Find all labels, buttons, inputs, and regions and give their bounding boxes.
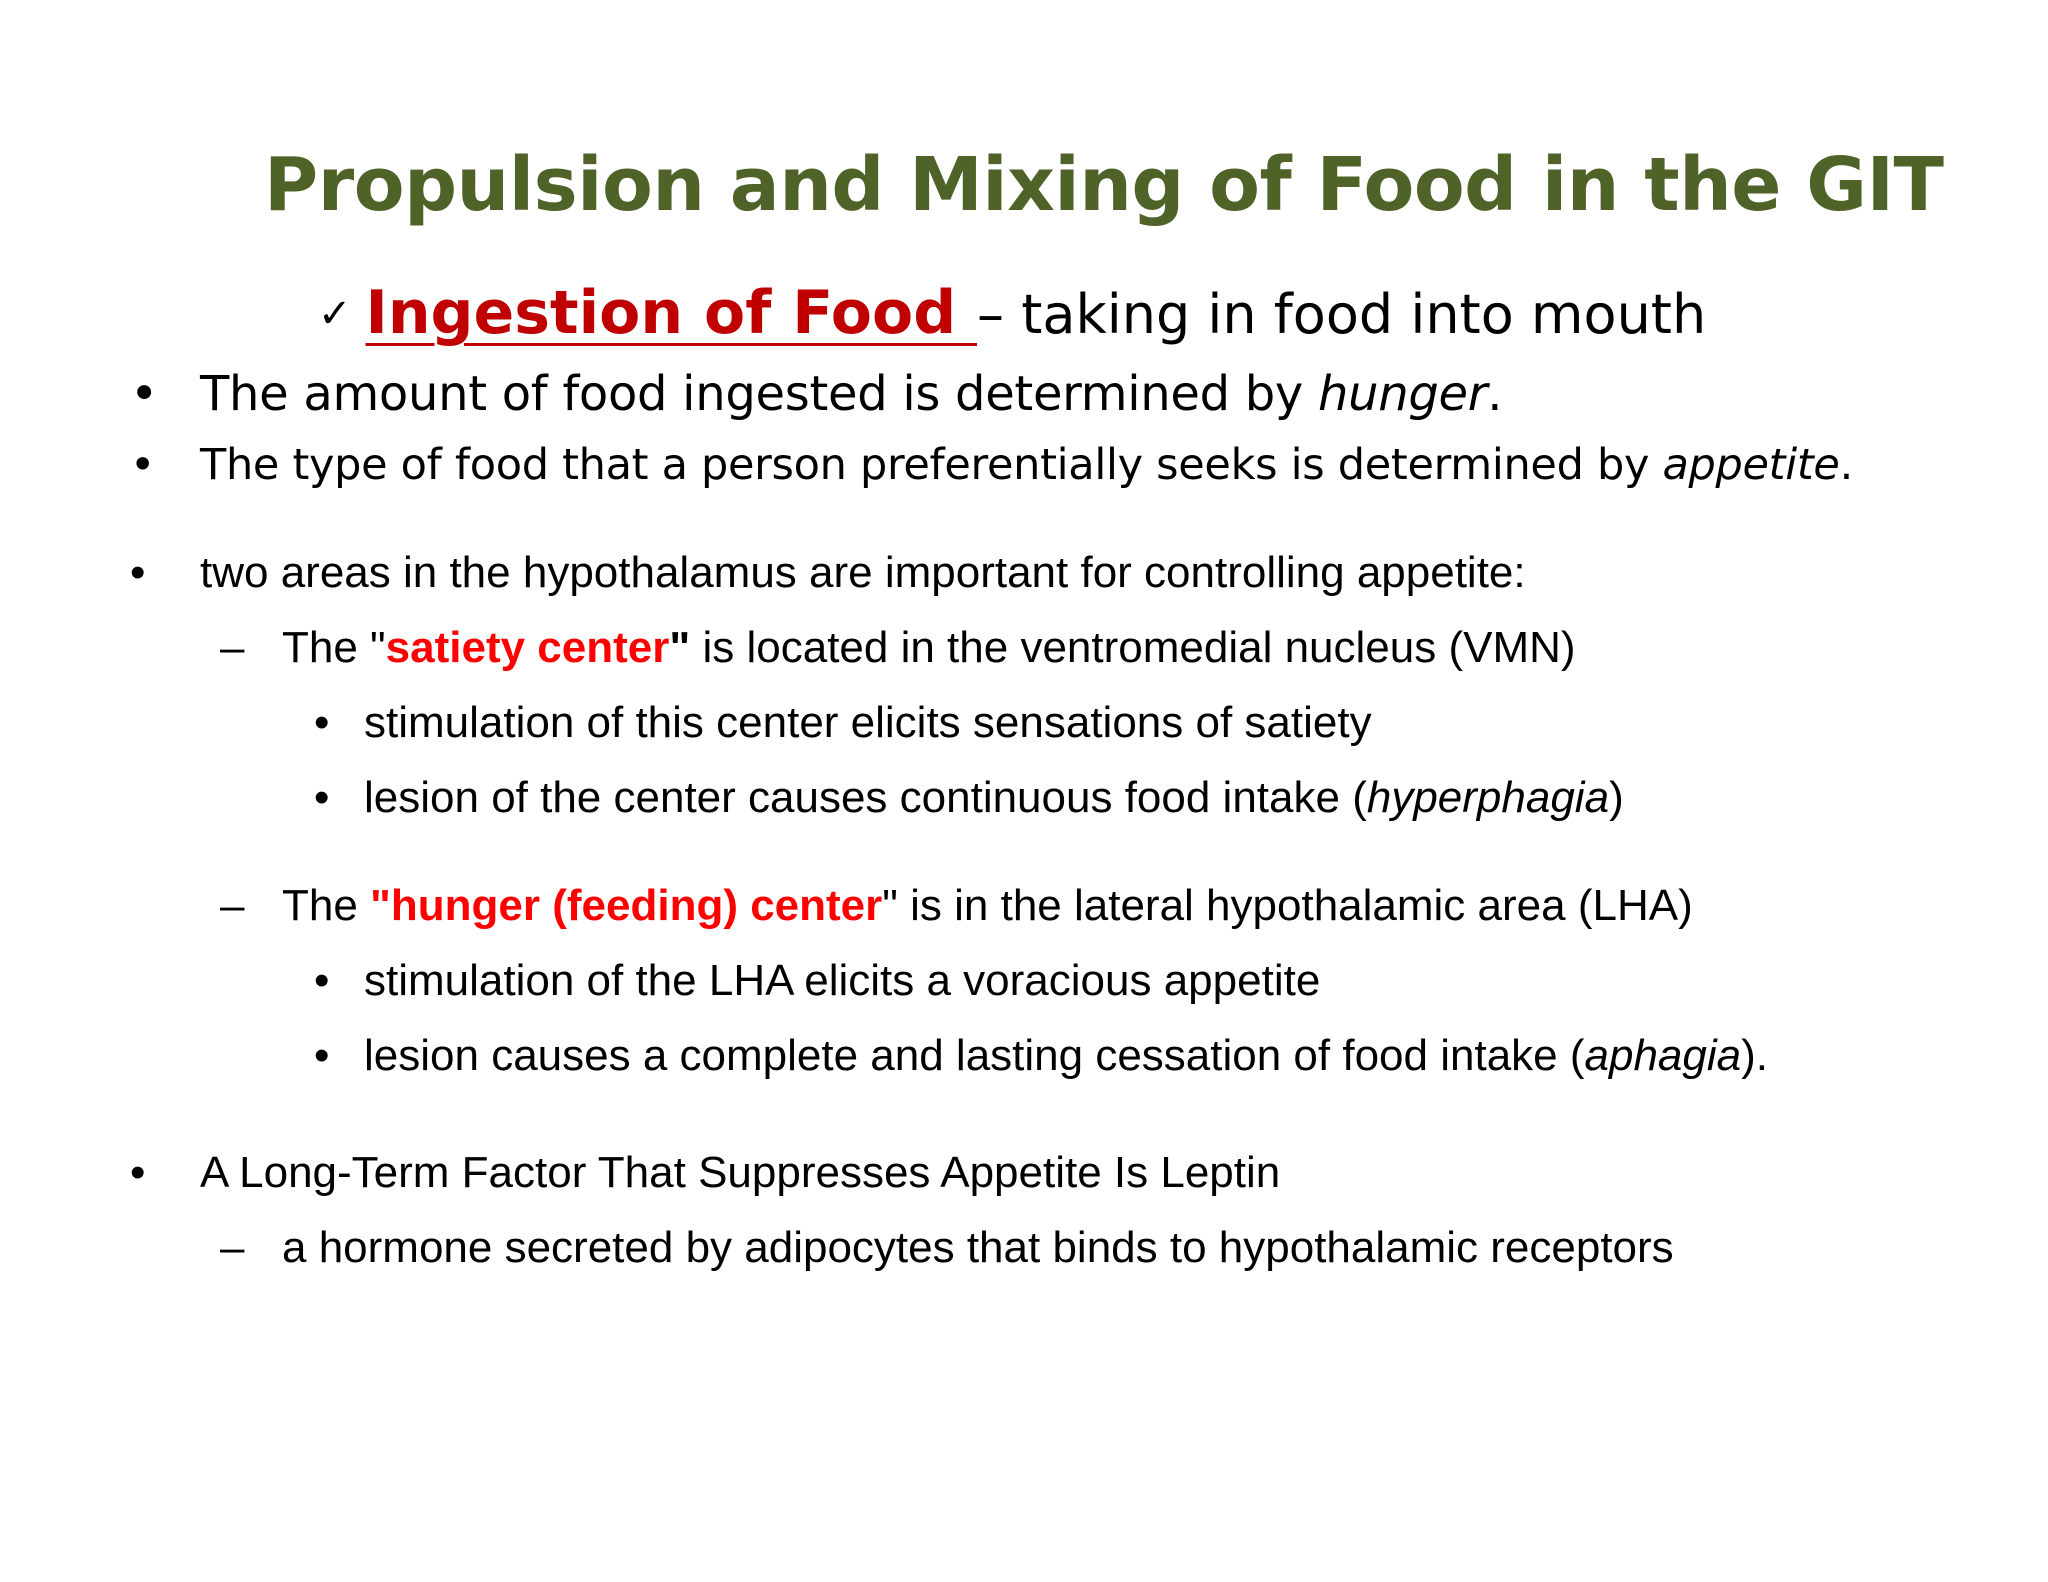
appetite-bullet: [130, 440, 1853, 490]
hunger-point-2: [314, 1031, 1769, 1081]
bullet-icon: •: [130, 440, 156, 490]
hunger-text: The amount of food ingested is determined by: [200, 366, 1318, 422]
bullet-icon: •: [130, 366, 159, 422]
bullet-icon: •: [314, 956, 330, 1005]
bullet-icon: •: [130, 548, 146, 597]
hunger-center-item: [220, 881, 1693, 931]
satiety-center-item: [220, 623, 1576, 673]
checkmark-icon: ✓: [318, 291, 352, 337]
ingestion-heading: Ingestion of Food: [365, 278, 978, 348]
appetite-period: .: [1839, 440, 1853, 490]
hunger-center-suffix: " is in the lateral hypothalamic area (LHA): [882, 881, 1693, 930]
satiety-point-close: ): [1609, 773, 1624, 822]
slide-title: Propulsion and Mixing of Food in the GIT: [264, 142, 1944, 228]
hypothalamus-bullet: [130, 548, 1526, 598]
hunger-point-text: lesion causes a complete and lasting cessation of food intake (: [364, 1031, 1585, 1080]
hunger-point-text: stimulation of the LHA elicits a voracious appetite: [364, 956, 1321, 1005]
hunger-bullet: [130, 366, 1503, 422]
satiety-point-1: [314, 698, 1372, 748]
satiety-suffix: is located in the ventromedial nucleus (VMN): [690, 623, 1576, 672]
bullet-icon: •: [314, 773, 330, 822]
dash-icon: –: [220, 1223, 245, 1272]
leptin-text: A Long-Term Factor That Suppresses Appetite Is Leptin: [200, 1148, 1281, 1197]
hunger-point-close: ).: [1741, 1031, 1769, 1080]
satiety-point-text: lesion of the center causes continuous food intake (: [364, 773, 1367, 822]
bullet-icon: •: [130, 1148, 146, 1197]
bullet-icon: •: [314, 1031, 330, 1080]
hunger-emphasis: hunger: [1317, 366, 1488, 422]
hyperphagia-term: hyperphagia: [1366, 773, 1610, 822]
satiety-highlight: satiety center: [385, 623, 670, 672]
ingestion-description: – taking in food into mouth: [977, 283, 1707, 346]
satiety-point-text: stimulation of this center elicits sensations of satiety: [364, 698, 1372, 747]
satiety-point-2: [314, 773, 1624, 823]
hypothalamus-text: two areas in the hypothalamus are important for controlling appetite:: [200, 548, 1526, 597]
dash-icon: –: [220, 623, 245, 672]
leptin-bullet: [130, 1148, 1281, 1198]
hunger-center-highlight: "hunger (feeding) center: [370, 881, 883, 930]
satiety-prefix: The ": [282, 623, 386, 672]
ingestion-line: [318, 278, 1706, 348]
dash-icon: –: [220, 881, 245, 930]
hunger-point-1: [314, 956, 1321, 1006]
leptin-sub-item: [220, 1223, 1674, 1273]
bullet-icon: •: [314, 698, 330, 747]
aphagia-term: aphagia: [1584, 1031, 1742, 1080]
appetite-text: The type of food that a person preferentially seeks is determined by: [200, 440, 1663, 490]
leptin-sub-text: a hormone secreted by adipocytes that binds to hypothalamic receptors: [282, 1223, 1674, 1272]
appetite-emphasis: appetite: [1662, 440, 1840, 490]
hunger-center-prefix: The: [282, 881, 371, 930]
satiety-quote: ": [669, 623, 691, 672]
hunger-period: .: [1487, 366, 1503, 422]
